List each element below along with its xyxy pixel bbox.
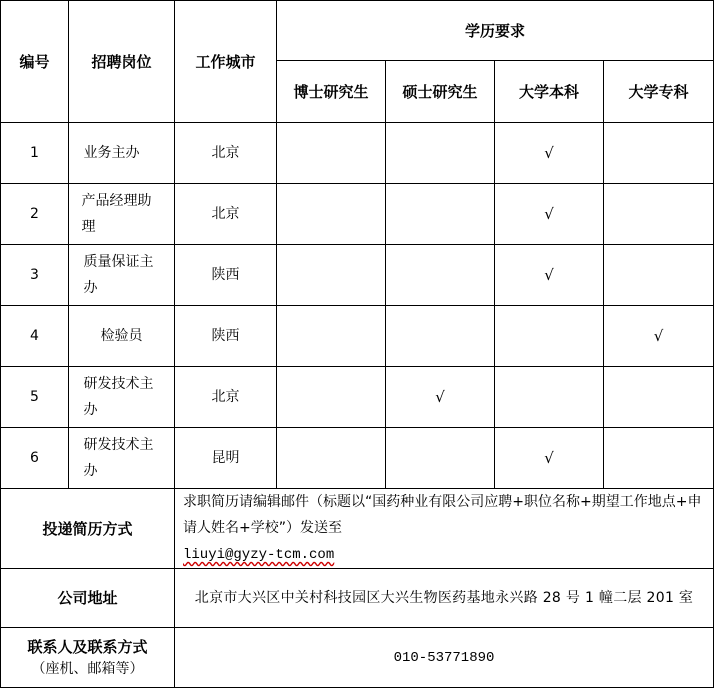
row-position: 检验员 — [69, 306, 175, 367]
position-text: 研发技术主办 — [83, 376, 154, 418]
check-mark: √ — [495, 123, 604, 184]
resume-email[interactable]: liuyi@gyzy-tcm.com — [183, 547, 335, 563]
header-position: 招聘岗位 — [69, 1, 175, 123]
row-position — [69, 245, 175, 306]
header-city: 工作城市 — [175, 1, 277, 123]
position-text: 产品经理助理 — [81, 193, 152, 235]
row-no: 2 — [1, 184, 69, 245]
row-position — [69, 123, 175, 184]
row-position — [69, 367, 175, 428]
cell-master — [386, 123, 495, 184]
cell-phd — [277, 123, 386, 184]
check-mark: √ — [495, 428, 604, 489]
header-bachelor: 大学本科 — [495, 61, 604, 123]
cell-phd — [277, 184, 386, 245]
row-city: 北京 — [175, 123, 277, 184]
header-college: 大学专科 — [604, 61, 714, 123]
table-row — [1, 184, 714, 245]
row-city: 陕西 — [175, 245, 277, 306]
cell-college — [604, 245, 714, 306]
table-row — [1, 245, 714, 306]
cell-master — [386, 245, 495, 306]
contact-row — [1, 628, 714, 688]
check-mark: √ — [604, 306, 714, 367]
row-position — [69, 184, 175, 245]
position-text: 研发技术主办 — [83, 437, 154, 479]
cell-college — [604, 428, 714, 489]
row-city: 北京 — [175, 367, 277, 428]
position-text: 业务主办 — [83, 145, 140, 161]
row-no: 3 — [1, 245, 69, 306]
row-city: 北京 — [175, 184, 277, 245]
position-text: 质量保证主办 — [83, 254, 154, 296]
cell-master — [386, 184, 495, 245]
header-phd: 博士研究生 — [277, 61, 386, 123]
header-no: 编号 — [1, 1, 69, 123]
cell-phd — [277, 306, 386, 367]
header-master: 硕士研究生 — [386, 61, 495, 123]
cell-college — [604, 184, 714, 245]
row-city: 昆明 — [175, 428, 277, 489]
address-value: 北京市大兴区中关村科技园区大兴生物医药基地永兴路 28 号 1 幢二层 201 室 — [175, 569, 714, 628]
cell-master — [386, 306, 495, 367]
table-row — [1, 367, 714, 428]
contact-value: 010-53771890 — [175, 628, 714, 688]
row-city: 陕西 — [175, 306, 277, 367]
contact-sublabel: （座机、邮箱等） — [31, 660, 144, 677]
table-row — [1, 306, 714, 367]
cell-bachelor — [495, 367, 604, 428]
row-no: 6 — [1, 428, 69, 489]
resume-text: 求职简历请编辑邮件（标题以“国药种业有限公司应聘+职位名称+期望工作地点+申请人姓名+学校”）发送至 — [183, 494, 702, 536]
cell-master — [386, 428, 495, 489]
row-no: 4 — [1, 306, 69, 367]
resume-label: 投递简历方式 — [1, 489, 175, 569]
check-mark: √ — [386, 367, 495, 428]
cell-bachelor — [495, 306, 604, 367]
table-row — [1, 123, 714, 184]
table-row — [1, 428, 714, 489]
header-education: 学历要求 — [277, 1, 714, 61]
row-position — [69, 428, 175, 489]
address-label: 公司地址 — [1, 569, 175, 628]
check-mark: √ — [495, 245, 604, 306]
cell-phd — [277, 367, 386, 428]
check-mark: √ — [495, 184, 604, 245]
cell-college — [604, 123, 714, 184]
contact-label-cell — [1, 628, 175, 688]
cell-college — [604, 367, 714, 428]
contact-label: 联系人及联系方式 — [27, 637, 148, 656]
cell-phd — [277, 245, 386, 306]
row-no: 5 — [1, 367, 69, 428]
address-row — [1, 569, 714, 628]
resume-info — [175, 489, 714, 569]
cell-phd — [277, 428, 386, 489]
row-no: 1 — [1, 123, 69, 184]
resume-row — [1, 489, 714, 569]
